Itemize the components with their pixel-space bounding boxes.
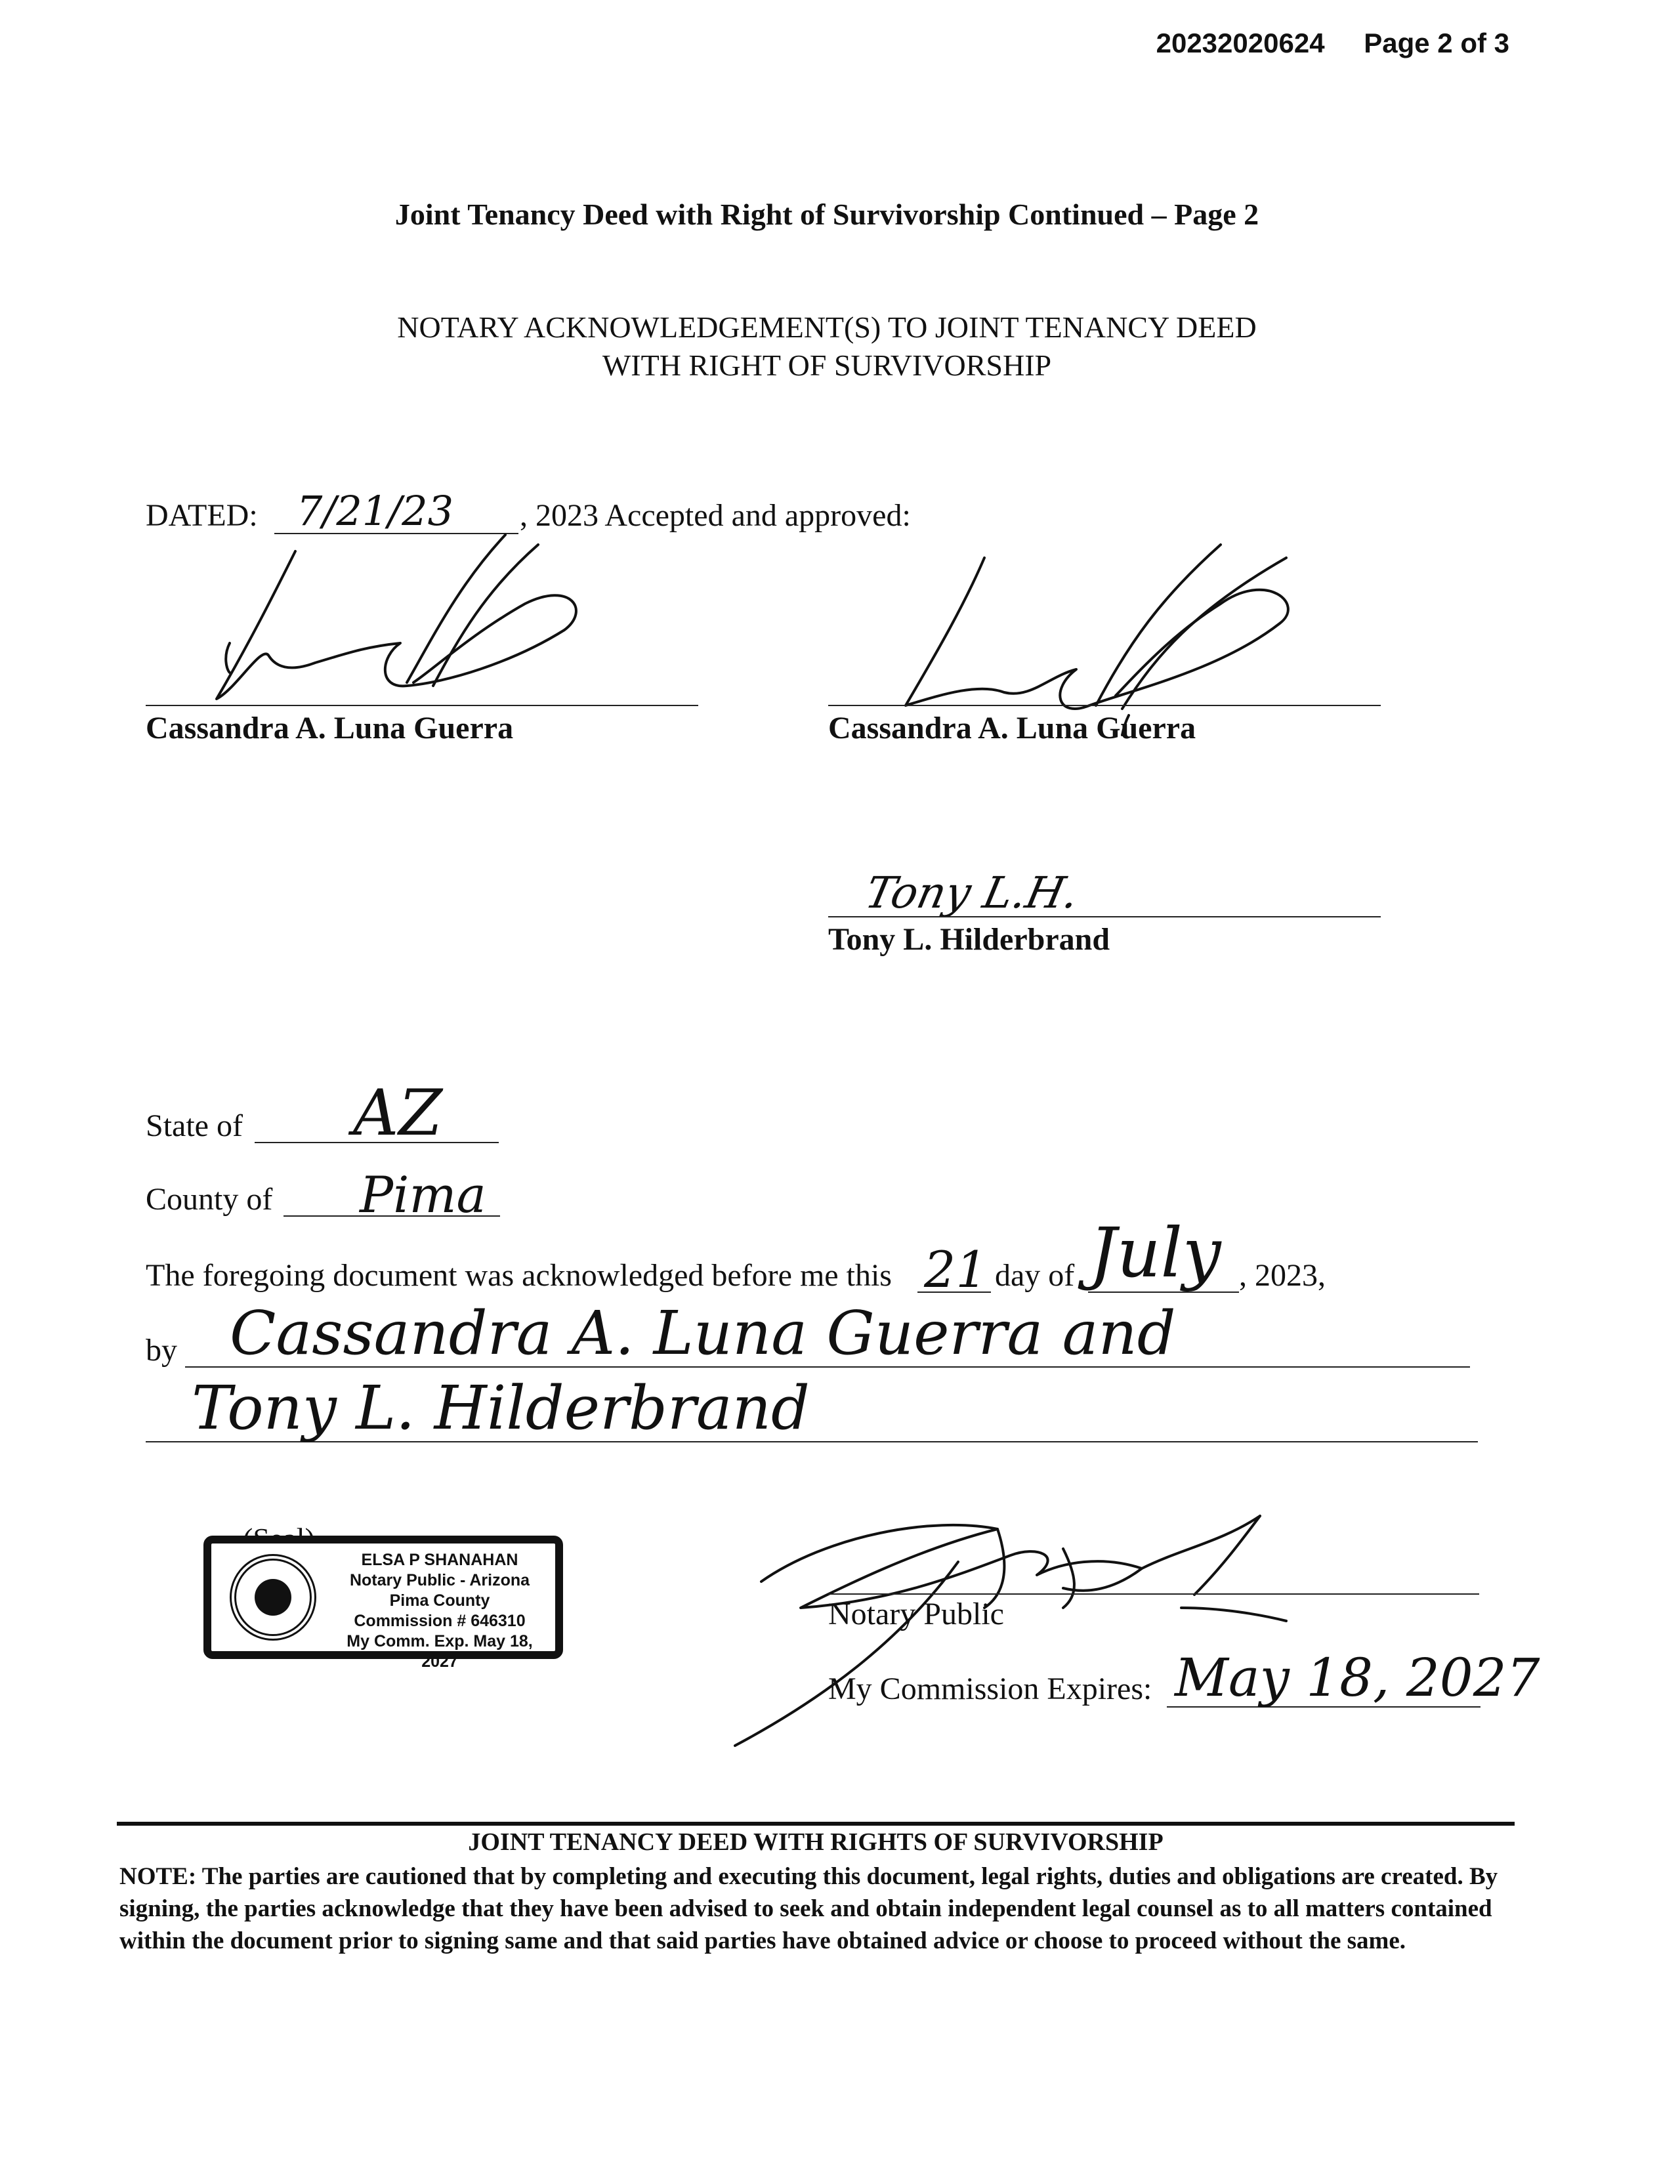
- signature-line-left: [146, 705, 698, 706]
- county-handwritten: Pima: [360, 1166, 486, 1224]
- arizona-seal-emblem-icon: [230, 1554, 316, 1641]
- commission-expires-label: My Commission Expires:: [828, 1671, 1152, 1706]
- acknowledgement-heading: [0, 308, 1654, 385]
- seal-line4: Commission # 646310: [354, 1612, 526, 1630]
- dated-suffix: , 2023 Accepted and approved:: [520, 498, 911, 533]
- notary-public-label: Notary Public: [828, 1597, 1004, 1631]
- ack-text-day-of: day of: [995, 1258, 1075, 1293]
- signature-cassandra-left: [197, 525, 591, 722]
- signature-line-tony: [828, 916, 1381, 917]
- ack-text-before-day: The foregoing document was acknowledged before me this: [146, 1258, 892, 1293]
- footer-title: JOINT TENANCY DEED WITH RIGHTS OF SURVIVORSHIP: [468, 1828, 1164, 1856]
- footer-note: NOTE: The parties are cautioned that by completing and executing this document, legal rights, duties and obligations are created. By signing, the parties acknowledge that they have been advised to seek and obtain independent legal counsel as to all matters contained within the document prior to signing same and that said parties have obtained advice or choose to proceed without the same.: [119, 1863, 1498, 1954]
- state-handwritten: AZ: [353, 1076, 443, 1150]
- signer-name-right: Cassandra A. Luna Guerra: [828, 711, 1196, 746]
- ack-year: , 2023,: [1239, 1258, 1326, 1293]
- acknowledgement-heading-line1: NOTARY ACKNOWLEDGEMENT(S) TO JOINT TENANCY DEED: [397, 310, 1257, 344]
- seal-text: [328, 1550, 551, 1672]
- document-title: Joint Tenancy Deed with Right of Survivorship Continued – Page 2: [394, 198, 1259, 231]
- seal-line2: Notary Public - Arizona: [349, 1571, 530, 1589]
- seal-line1: ELSA P SHANAHAN: [361, 1551, 518, 1569]
- by-label: by: [146, 1333, 177, 1368]
- by-handwritten-1: Cassandra A. Luna Guerra and: [230, 1298, 1176, 1368]
- signer-name-tony: Tony L. Hilderbrand: [828, 922, 1110, 957]
- by-handwritten-2: Tony L. Hilderbrand: [192, 1373, 810, 1443]
- seal-line5: My Comm. Exp. May 18, 2027: [346, 1632, 533, 1671]
- month-handwritten: July: [1089, 1213, 1221, 1293]
- dated-label: DATED:: [146, 498, 258, 533]
- document-number: 20232020624: [1156, 28, 1325, 58]
- county-label: County of: [146, 1182, 273, 1217]
- commission-expires-handwritten: May 18, 2027: [1175, 1647, 1540, 1708]
- footer-divider: [117, 1822, 1515, 1826]
- day-handwritten: 21: [924, 1240, 988, 1299]
- signature-tony: Tony L.H.: [860, 868, 1083, 918]
- signature-cassandra-right: [879, 518, 1306, 728]
- acknowledgement-heading-line2: WITH RIGHT OF SURVIVORSHIP: [602, 348, 1052, 382]
- seal-line3: Pima County: [389, 1591, 490, 1610]
- signer-name-left: Cassandra A. Luna Guerra: [146, 711, 514, 746]
- dated-handwritten-date: 7/21/23: [297, 487, 454, 535]
- page-number: Page 2 of 3: [1364, 28, 1509, 58]
- notary-signature-line: [828, 1593, 1479, 1595]
- page-header: [1156, 28, 1509, 59]
- notary-seal-stamp: [203, 1536, 563, 1671]
- state-label: State of: [146, 1108, 243, 1143]
- signature-line-right: [828, 705, 1381, 706]
